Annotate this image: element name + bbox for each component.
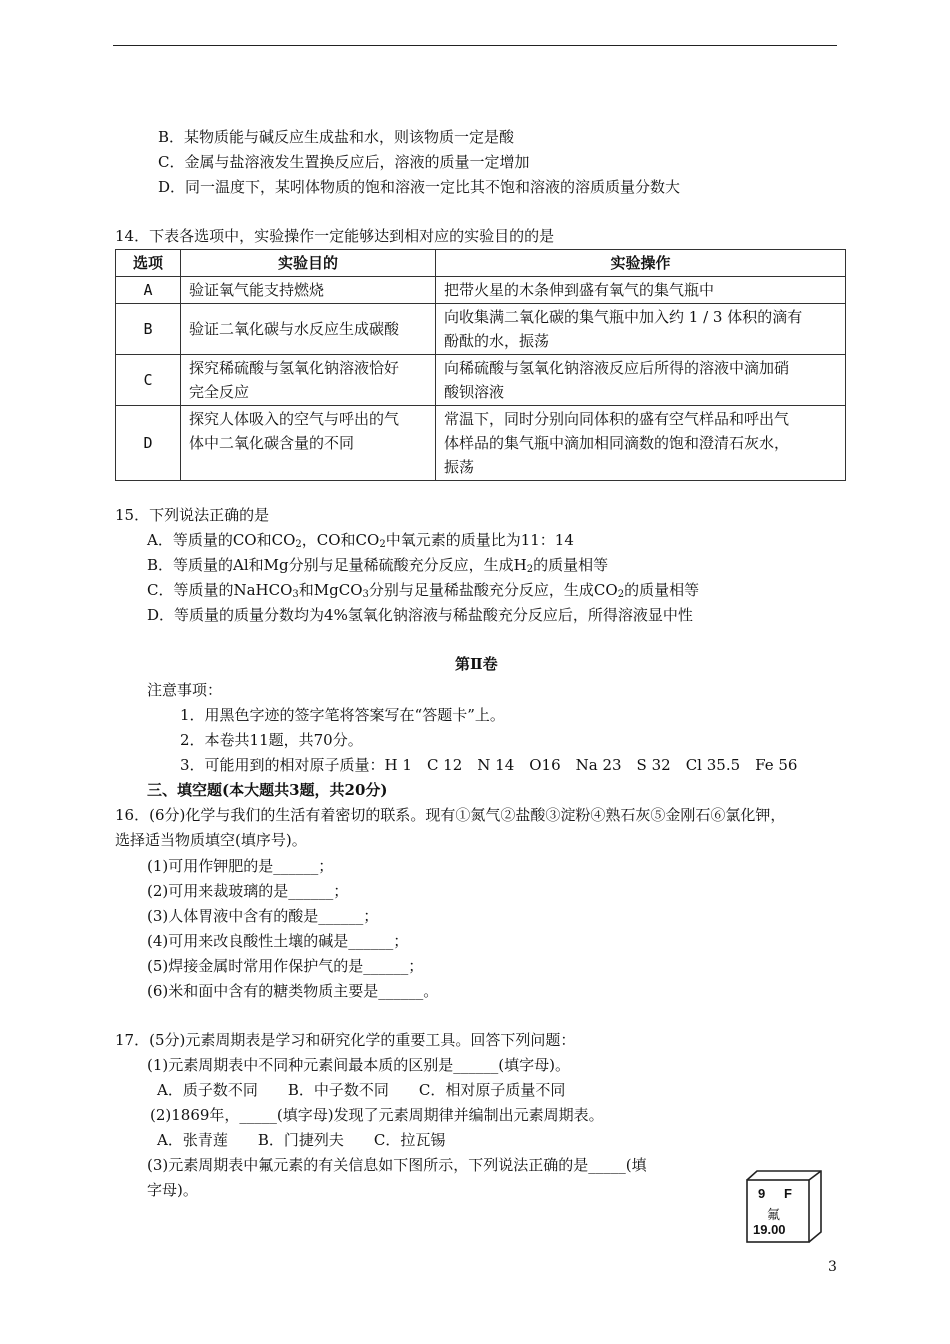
table-row	[116, 406, 846, 481]
q15-b-text: 的质量相等	[533, 556, 609, 574]
table-row	[116, 304, 846, 355]
q15-b-text: B．等质量的Al和Mg分别与足量稀硫酸充分反应，生成H	[147, 556, 527, 574]
notice-item-2: 2．本卷共11题，共70分。	[180, 731, 363, 749]
row-c-option: C	[116, 355, 181, 406]
q16-item-3: (3)人体胃液中含有的酸是______；	[147, 907, 379, 925]
q16-stem-line-1: 16．(6分)化学与我们的生活有着密切的联系。现有①氮气②盐酸③淀粉④熟石灰⑤金刚石⑥氯化钾，	[115, 806, 786, 824]
q13-option-d: D．同一温度下，某吲体物质的饱和溶液一定比其不饱和溶液的溶质质量分数大	[158, 178, 681, 196]
q15-option-b	[147, 555, 608, 575]
row-d-op-line: 体样品的集气瓶中滴加相同滴数的饱和澄清石灰水，	[444, 434, 790, 452]
row-a-goal-line: 验证氧气能支持燃烧	[189, 281, 325, 299]
subscript: 2	[617, 589, 625, 600]
subscript: 2	[295, 539, 302, 550]
table-row	[116, 355, 846, 406]
subscript: 2	[526, 564, 534, 575]
subscript: 3	[362, 589, 369, 600]
notice-heading: 注意事项：	[147, 681, 223, 699]
q15-option-a	[147, 530, 574, 550]
q15-c-text: C．等质量的NaHCO	[147, 581, 293, 599]
row-a-op-line: 把带火星的木条伸到盛有氧气的集气瓶中	[444, 281, 715, 299]
q15-a-text: 中氧元素的质量比为11：14	[385, 531, 574, 549]
experiment-table	[115, 249, 846, 481]
q15-option-c	[147, 580, 699, 600]
q16-item-1: (1)可用作钾肥的是______；	[147, 857, 334, 875]
row-b-option: B	[116, 304, 181, 355]
atomic-mass: 19.00	[753, 1222, 786, 1237]
notice-item-1: 1．用黑色字迹的签字笔将答案写在“答题卡”上。	[180, 706, 505, 724]
q15-c-text: 分别与足量稀盐酸充分反应，生成CO	[368, 581, 618, 599]
row-c-op-line: 酸钡溶液	[444, 383, 505, 401]
row-a-option: A	[116, 277, 181, 304]
row-c-goal-line: 完全反应	[189, 383, 250, 401]
q17-sub-2: (2)1869年，_____(填字母)发现了元素周期律并编制出元素周期表。	[150, 1106, 604, 1124]
header-goal: 实验目的	[181, 250, 436, 277]
q15-a-text: ，CO和CO	[301, 531, 380, 549]
row-b-op-line: 向收集满二氧化碳的集气瓶中加入约 1 / 3 体积的滴有	[444, 308, 803, 326]
row-b-operation	[436, 304, 846, 355]
q15-a-text: A．等质量的CO和CO	[147, 531, 296, 549]
row-a-operation	[436, 277, 846, 304]
table-row	[116, 277, 846, 304]
q16-item-4: (4)可用来改良酸性土壤的碱是______；	[147, 932, 409, 950]
section-heading: 三、填空题(本大题共3题，共20分)	[147, 781, 388, 799]
q16-stem-line-2: 选择适当物质填空(填序号)。	[115, 831, 307, 849]
row-d-goal	[181, 406, 436, 481]
q17-sub-1: (1)元素周期表中不同种元素间最本质的区别是______(填字母)。	[147, 1056, 570, 1074]
row-c-op-line: 向稀硫酸与氢氧化钠溶液反应后所得的溶液中滴加硝	[444, 359, 790, 377]
q17-sub-2-options: A．张青莲 B．门捷列夫 C．拉瓦锡	[157, 1131, 446, 1149]
q16-item-5: (5)焊接金属时常用作保护气的是______；	[147, 957, 424, 975]
q15-c-text: 和MgCO	[298, 581, 363, 599]
page-number: 3	[828, 1259, 837, 1275]
atomic-number: 9	[758, 1186, 766, 1201]
header-operation: 实验操作	[436, 250, 846, 277]
subscript: 3	[292, 589, 299, 600]
notice-item-3: 3．可能用到的相对原子质量：H 1 C 12 N 14 O16 Na 23 S 32 Cl 35.5 Fe 56	[180, 756, 798, 774]
element-symbol: F	[784, 1186, 792, 1201]
row-b-goal	[181, 304, 436, 355]
row-d-op-line: 常温下，同时分别向同体积的盛有空气样品和呼出气	[444, 410, 790, 428]
subscript: 2	[379, 539, 386, 550]
part2-title: 第Ⅱ卷	[455, 655, 498, 673]
q15-option-d: D．等质量的质量分数均为4%氢氧化钠溶液与稀盐酸充分反应后，所得溶液显中性	[147, 606, 693, 624]
q14-stem: 14．下表各选项中，实验操作一定能够达到相对应的实验目的的是	[115, 227, 555, 245]
q17-sub-1-options: A．质子数不同 B．中子数不同 C．相对原子质量不同	[157, 1081, 566, 1099]
row-c-operation	[436, 355, 846, 406]
table-header-row	[116, 250, 846, 277]
q15-c-text: 的质量相等	[624, 581, 700, 599]
q17-sub-3-line-1: (3)元素周期表中氟元素的有关信息如下图所示，下列说法正确的是_____(填	[147, 1156, 647, 1174]
row-d-operation	[436, 406, 846, 481]
q17-stem: 17．(5分)元素周期表是学习和研究化学的重要工具。回答下列问题：	[115, 1031, 576, 1049]
header-option: 选项	[116, 250, 181, 277]
q13-option-b: B．某物质能与碱反应生成盐和水，则该物质一定是酸	[158, 128, 515, 146]
row-c-goal	[181, 355, 436, 406]
row-d-goal-line: 探究人体吸入的空气与呼出的气	[189, 410, 400, 428]
q13-option-c: C．金属与盐溶液发生置换反应后，溶液的质量一定增加	[158, 153, 530, 171]
fluorine-element-cell	[745, 1170, 823, 1244]
row-d-op-line: 振荡	[444, 458, 475, 476]
q17-sub-3-line-2: 字母)。	[147, 1181, 198, 1199]
q15-stem: 15．下列说法正确的是	[115, 506, 270, 524]
q16-item-6: (6)米和面中含有的糖类物质主要是______。	[147, 982, 439, 1000]
q16-item-2: (2)可用来裁玻璃的是______；	[147, 882, 349, 900]
row-a-goal	[181, 277, 436, 304]
row-c-goal-line: 探究稀硫酸与氢氧化钠溶液恰好	[189, 359, 400, 377]
header-rule	[113, 45, 837, 46]
row-b-goal-line: 验证二氧化碳与水反应生成碳酸	[189, 320, 400, 338]
row-d-goal-line: 体中二氧化碳含量的不同	[189, 434, 355, 452]
row-d-option: D	[116, 406, 181, 481]
row-b-op-line: 酚酞的水，振荡	[444, 332, 550, 350]
element-name: 氟	[767, 1207, 781, 1222]
